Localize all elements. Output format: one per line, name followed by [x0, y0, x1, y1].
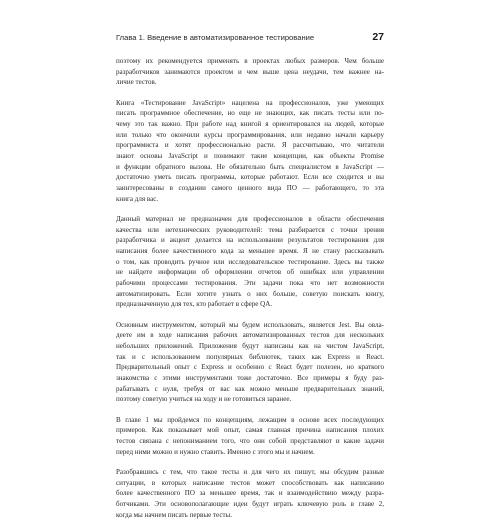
- body-text: [116, 56, 384, 530]
- text-line: заинтересованы в создании самого ценного вида ПО — работающего, то эта: [116, 184, 384, 193]
- text-line: знают основы JavaScript и понимают такие концепции, как объекты Promise: [116, 152, 384, 160]
- text-line: поэтому советую учиться на ходу и не готовиться заранее.: [116, 395, 292, 404]
- text-line: предназначенную для тех, кто работает в сфере QA.: [116, 300, 273, 309]
- text-line: писать программное обеспечение, но еще не знающих, как писать тесты или по-: [116, 109, 384, 118]
- paragraph: [116, 98, 384, 205]
- text-line: достаточно уметь писать программы, которые работают. Если все сходится и вы: [116, 173, 384, 182]
- text-line: рабатывать с нуля, требуя от вас как можно меньше предварительных знаний,: [116, 384, 384, 393]
- text-line: так и с использованием популярных библиотек, таких как Express и React.: [116, 352, 384, 361]
- text-line: книга для вас.: [116, 194, 159, 203]
- text-line: программиста и хотят профессионально расти. Я рассчитываю, что читатели: [116, 141, 384, 150]
- text-line: примеров. Как показывает мой опыт, самая главная причина написания плохих: [116, 426, 384, 435]
- paragraph: [116, 320, 384, 406]
- text-line: Предварительный опыт с Express и особенно с React будет полезен, но краткого: [116, 363, 384, 372]
- page-number: 27: [372, 31, 384, 43]
- text-line: чему это так важно. При работе над книгой я ориентировался на людей, которые: [116, 119, 384, 128]
- text-line: небольших приложений. Приложения будут написаны как на чистом JavaScript,: [116, 342, 384, 350]
- text-line: ботчиками. Эти основополагающие идеи будут играть ключевую роль в главе 2,: [116, 499, 384, 508]
- text-line: разработчика и акцент делается на использовании результатов тестирования для: [116, 236, 384, 245]
- chapter-title: Глава 1. Введение в автоматизированное тестирование: [116, 33, 315, 42]
- text-line: когда мы начнем писать первые тесты.: [116, 510, 233, 519]
- text-line: Книга «Тестирование JavaScript» нацелена на профессионалов, уже умеющих: [116, 98, 384, 107]
- text-line: Разобравшись с тем, что такое тесты и для чего их пишут, мы обсудим разные: [116, 467, 384, 476]
- text-line: разработчиков занимаются проектом и чем выше цена неудачи, тем важнее на-: [116, 67, 384, 76]
- text-line: знакомства с этими инструментами тоже достаточно. Все примеры я буду раз-: [116, 374, 384, 383]
- text-line: Основным инструментом, который мы будем использовать, является Jest. Вы овла-: [116, 320, 384, 329]
- text-line: поэтому их рекомендуется применять в проектах любых размеров. Чем больше: [116, 57, 384, 65]
- paragraph: [116, 415, 384, 458]
- paragraph: [116, 56, 384, 88]
- text-line: тестов связана с непониманием того, что они собой представляют и какие задачи: [116, 437, 384, 445]
- text-line: автоматизировать. Если хотите узнать о них больше, советую поискать книгу,: [116, 289, 384, 298]
- text-line: более качественного ПО за меньшее время, так и взаимодействию между разра-: [116, 489, 384, 498]
- text-line: Данный материал не предназначен для профессионалов в области обеспечения: [116, 214, 384, 223]
- text-line: и функции обратного вызова. Не обязательно быть специалистом в JavaScript —: [116, 162, 384, 171]
- text-line: написания более качественного кода за меньшее время. Я не стану рассказывать: [116, 247, 384, 255]
- text-line: или только что окончили курсы программирования, или недавно начали карьеру: [116, 130, 384, 139]
- text-line: рабочими процессами тестирования. Эти задачи пока что нет возможности: [116, 279, 384, 288]
- text-line: перед ними можно и нужно ставить. Именно с этого мы и начнем.: [116, 447, 315, 456]
- paragraph: [116, 214, 384, 310]
- text-line: ситуации, в которых написание тестов может способствовать как написанию: [116, 478, 384, 487]
- paragraph: [116, 467, 384, 520]
- text-line: личие тестов.: [116, 78, 157, 87]
- text-line: деете им в ходе написания рабочих автоматизированных тестов для нескольких: [116, 331, 384, 340]
- text-line: о том, как проводить ручное или исследовательское тестирование. Здесь вы также: [116, 257, 384, 266]
- running-header: [116, 31, 384, 45]
- text-line: В главе 1 мы пройдемся по концепциям, лежащим в основе всех последующих: [116, 415, 384, 424]
- text-line: не найдете информации об оформлении отчетов об ошибках или управлении: [116, 268, 384, 277]
- text-line: качества или нетехнических руководителей: тема разбирается с точки зрения: [116, 225, 384, 234]
